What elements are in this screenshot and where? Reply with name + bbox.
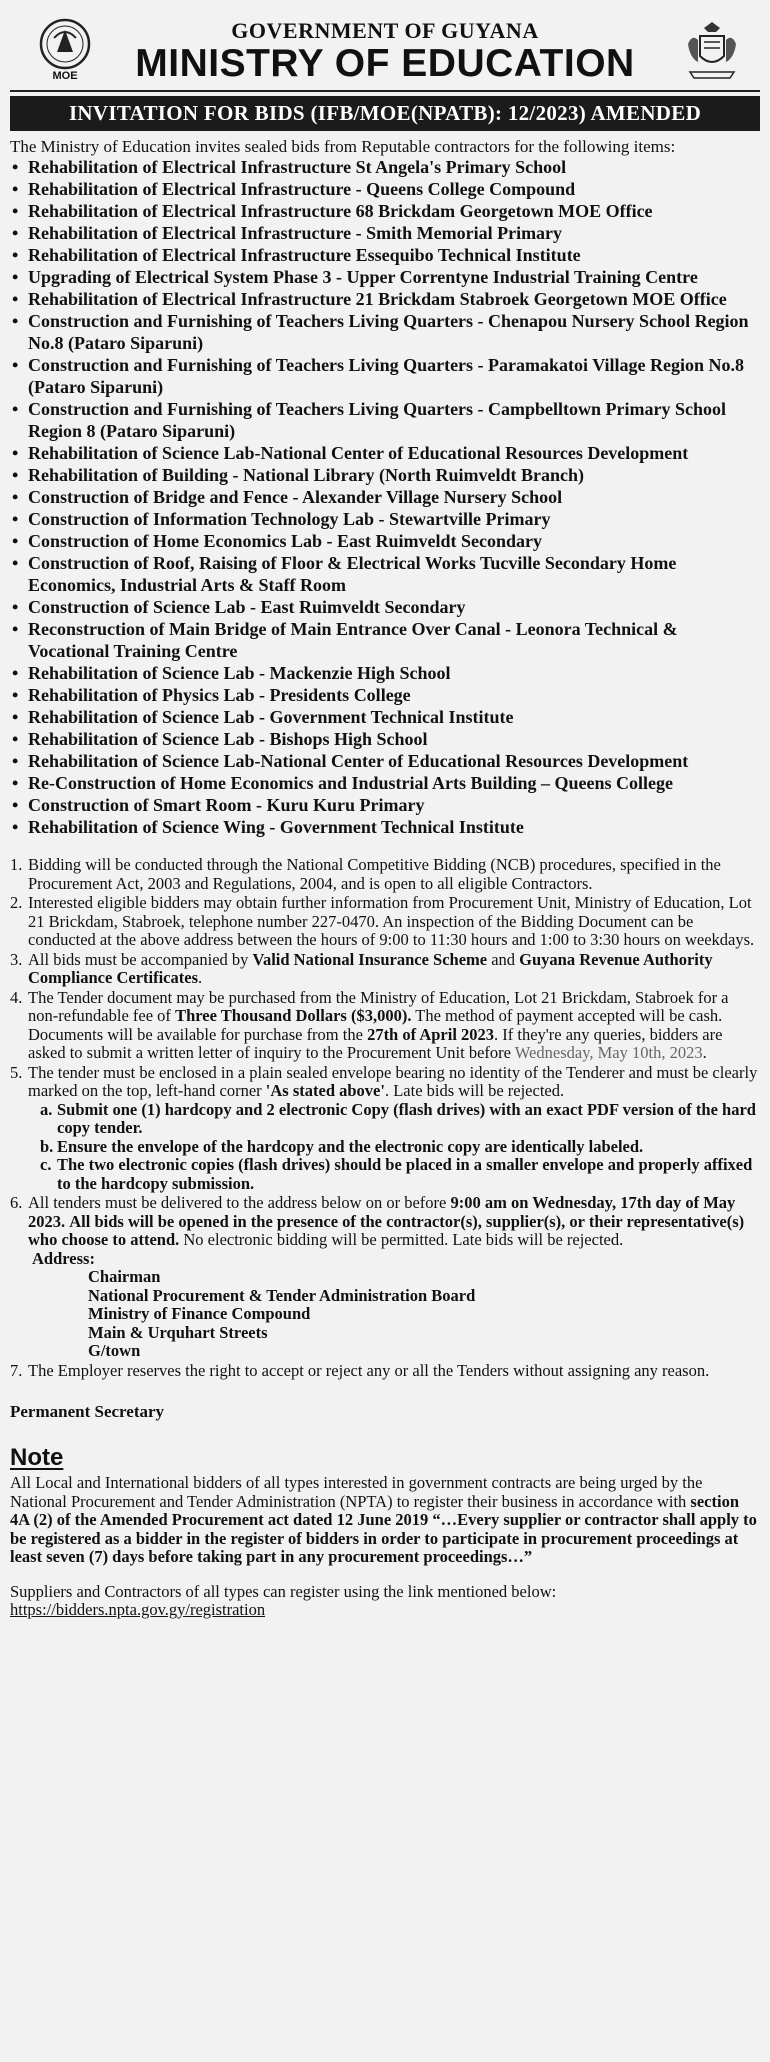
bid-item: • Construction of Bridge and Fence - Alexander Village Nursery School: [10, 486, 760, 508]
term-4: 4. The Tender document may be purchased from the Ministry of Education, Lot 21 Brickdam, Stabroek for a non-refundable fee of Three Thousand Dollars ($3,000). The method of payment accepted will be cash. Documents will be available for purchase from the 27th of April 2023. If they're any queries, bidders are asked to submit a written letter of inquiry to the Procurement Unit before Wednesday, May 10th, 2023.: [10, 987, 729, 1062]
bid-item: • Rehabilitation of Science Lab - Government Technical Institute: [10, 706, 760, 728]
bid-item: • Construction and Furnishing of Teachers Living Quarters - Paramakatoi Village Region No.8 (Pataro Siparuni): [10, 354, 760, 398]
note-body: All Local and International bidders of all types interested in government contracts are being urged by the National Procurement and Tender Administration (NPTA) to register their business in accordance with section 4A (2) of the Amended Procurement act dated 12 June 2019 “…Every supplier or contractor shall apply to be registered as a bidder in the register of bidders in order to participate in procurement proceedings at least seven (7) days before taking part in any procurement proceedings…”: [10, 1473, 757, 1566]
bid-item: • Rehabilitation of Science Wing - Government Technical Institute: [10, 816, 760, 838]
address-line: Main & Urquhart Streets: [88, 1322, 268, 1342]
suppliers-text: Suppliers and Contractors of all types can register using the link mentioned below: https://bidders.npta.gov.gy/registration: [10, 1581, 557, 1619]
address-label: Address:: [32, 1248, 95, 1268]
page: [0, 4, 770, 2062]
bid-item: • Construction of Home Economics Lab - East Ruimveldt Secondary: [10, 530, 760, 552]
bid-item: • Rehabilitation of Electrical Infrastructure - Smith Memorial Primary: [10, 222, 760, 244]
bid-items-list: [10, 156, 760, 838]
bid-item: • Construction of Information Technology Lab - Stewartville Primary: [10, 508, 760, 530]
bid-item: • Rehabilitation of Science Lab - Mackenzie High School: [10, 662, 760, 684]
bid-item: • Construction and Furnishing of Teachers Living Quarters - Chenapou Nursery School Region No.8 (Pataro Siparuni): [10, 310, 760, 354]
bid-item: • Rehabilitation of Electrical Infrastructure - Queens College Compound: [10, 178, 760, 200]
logo-text: MOE: [52, 70, 78, 82]
bid-item: • Re-Construction of Home Economics and Industrial Arts Building – Queens College: [10, 772, 760, 794]
intro-text: The Ministry of Education invites sealed bids from Reputable contractors for the following items:: [10, 137, 676, 156]
bid-item: • Rehabilitation of Electrical Infrastructure 68 Brickdam Georgetown MOE Office: [10, 200, 760, 222]
term-6: 6. All tenders must be delivered to the address below on or before 9:00 am on Wednesday, 17th day of May 2023. All bids will be opened in the presence of the contractor(s), supplier(s), or their representative(s) who choose to attend. No electronic bidding will be permitted. Late bids will be rejected. Address: Chairman National Procurement & Tender Administration Board Ministry of Finance Compound Main & Urquhart Streets G/town: [10, 1194, 760, 1361]
government-title: GOVERNMENT OF GUYANA: [231, 18, 539, 43]
registration-link[interactable]: https://bidders.npta.gov.gy/registration: [10, 1600, 266, 1619]
header: [10, 4, 760, 92]
bid-item: • Rehabilitation of Science Lab-National Center of Educational Resources Development: [10, 750, 760, 772]
bid-item: • Construction of Smart Room - Kuru Kuru Primary: [10, 794, 760, 816]
bid-item: • Construction of Science Lab - East Ruimveldt Secondary: [10, 596, 760, 618]
term-1: 1. Bidding will be conducted through the National Competitive Bidding (NCB) procedures, specified in the Procurement Act, 2003 and Regulations, 2004, and is open to all eligible Contractors.: [10, 855, 721, 893]
address-line: National Procurement & Tender Administration Board: [88, 1285, 476, 1305]
bid-item: • Construction of Roof, Raising of Floor & Electrical Works Tucville Secondary Home Economics, Industrial Arts & Staff Room: [10, 552, 760, 596]
term-2: 2. Interested eligible bidders may obtain further information from Procurement Unit, Ministry of Education, Lot 21 Brickdam, Stabroek, telephone number 227-0470. An inspection of the Bidding Document can be conducted at the above address between the hours of 9:00 to 11:30 hours and 1:00 to 3:30 hours on weekdays.: [10, 893, 755, 949]
address-line: G/town: [88, 1341, 141, 1360]
bid-item: • Construction and Furnishing of Teachers Living Quarters - Campbelltown Primary School Region 8 (Pataro Siparuni): [10, 398, 760, 442]
address-line: Chairman: [88, 1267, 161, 1286]
term-3: 3. All bids must be accompanied by Valid National Insurance Scheme and Guyana Revenue Authority Compliance Certificates.: [10, 949, 713, 987]
term-5b: b. Ensure the envelope of the hardcopy and the electronic copy are identically labeled.: [40, 1136, 644, 1156]
terms-list: [10, 856, 760, 1380]
term-5: 5. The tender must be enclosed in a plain sealed envelope bearing no identity of the Tenderer and must be clearly marked on the top, left-hand corner 'As stated above'. Late bids will be rejected. a. Submit one (1) hardcopy and 2 electronic Copy (flash drives) with an exact PDF version of the hard copy tender. b. Ensure the envelope of the hardcopy and the electronic copy are identically labeled. c. The two electronic copies (flash drives) should be placed in a smaller envelope and properly affixed to the hardcopy submission.: [10, 1064, 760, 1194]
note-title: Note: [10, 1444, 64, 1471]
term-5c: c. The two electronic copies (flash drives) should be placed in a smaller envelope and properly affixed to the hardcopy submission.: [40, 1155, 753, 1193]
ministry-title: MINISTRY OF EDUCATION: [135, 42, 635, 85]
bid-item: • Rehabilitation of Science Lab-National Center of Educational Resources Development: [10, 442, 760, 464]
term-7: 7. The Employer reserves the right to accept or reject any or all the Tenders without assigning any reason.: [10, 1360, 710, 1380]
bid-item: • Rehabilitation of Electrical Infrastructure Essequibo Technical Institute: [10, 244, 760, 266]
bid-item: • Rehabilitation of Electrical Infrastructure St Angela's Primary School: [10, 156, 760, 178]
bid-item: • Upgrading of Electrical System Phase 3 - Upper Correntyne Industrial Training Centre: [10, 266, 760, 288]
coat-of-arms-icon: [682, 18, 742, 82]
address-line: Ministry of Finance Compound: [88, 1304, 311, 1323]
bid-item: • Rehabilitation of Electrical Infrastructure 21 Brickdam Stabroek Georgetown MOE Office: [10, 288, 760, 310]
permanent-secretary: Permanent Secretary: [10, 1402, 165, 1421]
bid-item: • Reconstruction of Main Bridge of Main Entrance Over Canal - Leonora Technical & Vocational Training Centre: [10, 618, 760, 662]
bid-item: • Rehabilitation of Science Lab - Bishops High School: [10, 728, 760, 750]
bid-invitation-banner: INVITATION FOR BIDS (IFB/MOE(NPATB): 12/2023) AMENDED: [10, 96, 760, 131]
bid-item: • Rehabilitation of Physics Lab - Presidents College: [10, 684, 760, 706]
term-5a: a. Submit one (1) hardcopy and 2 electronic Copy (flash drives) with an exact PDF version of the hard copy tender.: [40, 1099, 756, 1137]
term-5-sublist: [28, 1101, 760, 1194]
bid-item: • Rehabilitation of Building - National Library (North Ruimveldt Branch): [10, 464, 760, 486]
